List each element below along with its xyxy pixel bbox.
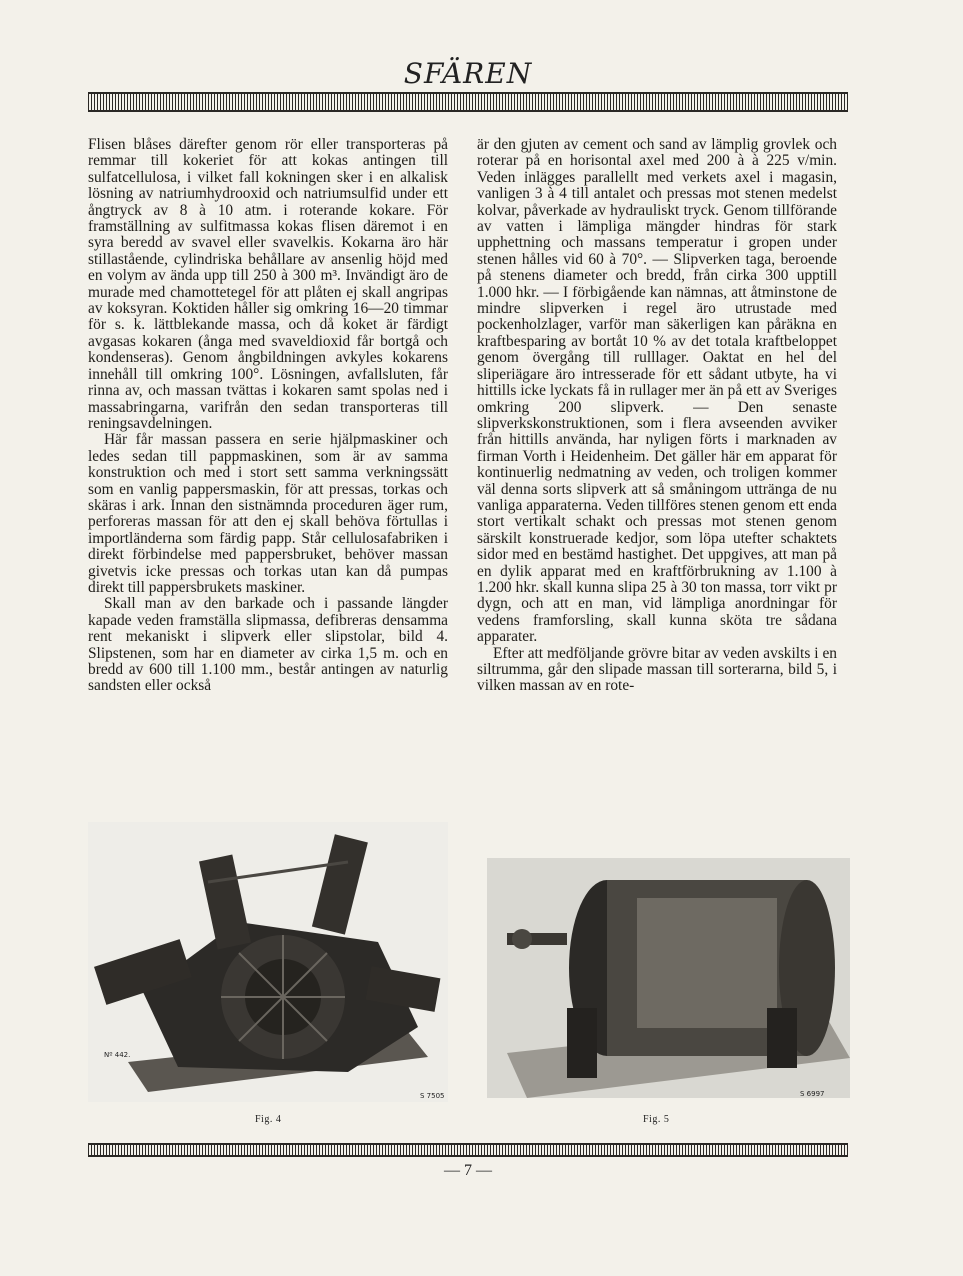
paragraph: Skall man av den barkade och i passande längder kapade veden framställa slipmassa, defibreras densamma rent mekaniskt i slipverk eller slipstolar, bild 4. Slipstenen, som har en diameter av cirka 1,5 m. och en bredd av 600 till 1.100 mm., består antingen av naturlig sandsten eller också — [88, 595, 448, 695]
figure-4-serial: S 7505 — [420, 1092, 445, 1100]
page-number: — 7 — — [444, 1162, 492, 1179]
paragraph: är den gjuten av cement och sand av lämplig grovlek och roterar på en horisontal axel med 200 à à 225 v/min. Veden inlägges parallellt med verkets axel i magasin, vanligen 3 à 4 till antalet och pressas mot stenen medelst kolvar, påverkade av hydrauliskt tryck. Genom tillförande av vatten i lämpliga mängder hindras för stark upphettning och massans temperatur i gropen under stenen hålles vid 60 à 70°. — Slipverken taga, beroende på stenens diameter och bredd, från cirka 300 upptill 1.000 hkr. — I förbigående kan nämnas, att åtminstone de mindre slipverken i regel äro utrustade med pockenholzlager, varför man säkerligen kan påräkna en kraftbesparing av bortåt 10 % av det totala kraftbeloppet genom övergång till rulllager. Oaktat en hel del sliperiägare äro intresserade för ett sådant utbyte, ha vi hittills icke lyckats få in rullager mer än på ett av Sveriges omkring 200 slipverk. — Den senaste slipverkskonstruktionen, som i flera avseenden avviker från hittills använda, har nyligen förts i marknaden av firman Vorth i Heidenheim. Det gäller här em apparat för kontinuerlig nedmatning av veden, och troligen kommer väl denna sorts slipverk att så småningom utträngа de nu vanliga apparaterna. Veden tillföres stenen genom ett enda stort vertikalt schakt och pressas mot stenen genom särskilt konstruerade kedjor, som löpa utefter schaktets sidor med en bestämd hastighet. Det uppgives, att man på en dylik apparat med en kraftförbrukning av 1.100 à 1.200 hkr. skall kunna slipa 25 à 30 ton massa, torr vikt pr dygn, och att en man, vid lämpliga anordningar för vedens framforsling, skall kunna sköta tre sådana apparater. — [477, 136, 837, 646]
figure-4-plate-label: Nº 442. — [104, 1051, 131, 1059]
header-ornamental-rule — [88, 92, 848, 112]
figure-5-serial: S 6997 — [800, 1090, 825, 1098]
figure-5-drum-photo — [487, 858, 850, 1098]
paragraph: Här får massan passera en serie hjälpmaskiner och ledes sedan till pappmaskinen, som är av samma konstruktion och med i stort sett samma verkningssätt som en vanlig pappersmaskin, för att pressas, torkas och skäras i ark. Innan den sistnämnda proceduren äger rum, perforeras massan för att den ej skall behöva förtullas i importländerna som färdig papp. Står cellulosafabriken i direkt förbindelse med pappersbruket, behöver massan givetvis icke pressas och torkas utan kan då pumpas direkt till pappersbrukets maskiner. — [88, 431, 448, 596]
paragraph: Efter att medföljande grövre bitar av veden avskilts i en siltrumma, går den slipade massan till sorterarna, bild 5, i vilken massan av en rote- — [477, 644, 837, 695]
paragraph: Flisen blåses därefter genom rör eller transporteras på remmar till kokeriet för att kokas antingen till sulfatcellulosa, i vilket fall kokningen sker i en alkalisk lösning av natriumhydrooxid och natriumsulfid under ett ångtryck av 8 à 10 atm. i roterande kokare. För framställning av sulfitmassa kokas flisen däremot i en syra beredd av svavel eller svavelkis. Kokarna äro här stillastående, cylindriska behållare av ansenlig höjd med en volym av ända upp till 250 à 300 m³. Invändigt äro de murade med chamottetegel för att plåten ej skall angripas av koksyran. Koktiden håller sig omkring 16—20 timmar för s. k. lättblekande massa, och då koket är färdigt avgasas kokaren (ånga med svaveldioxid får bortgå och kondenseras). Genom ångbildningen avkyles kokarens innehåll till omkring 100°. Lösningen, avfallsluten, får rinna av, och massan tvättas i kokaren samt spolas ned i massabringarna, varifrån den sedan transporteras till reningsavdelningen. — [88, 136, 448, 432]
right-column — [477, 137, 837, 695]
figure-5-caption: Fig. 5 — [643, 1114, 670, 1125]
figure-4-caption: Fig. 4 — [255, 1114, 282, 1125]
left-column — [88, 137, 448, 695]
footer-ornamental-rule — [88, 1143, 848, 1157]
masthead-title: SFÄREN — [403, 57, 533, 90]
figure-4-grinder-photo — [88, 822, 448, 1102]
